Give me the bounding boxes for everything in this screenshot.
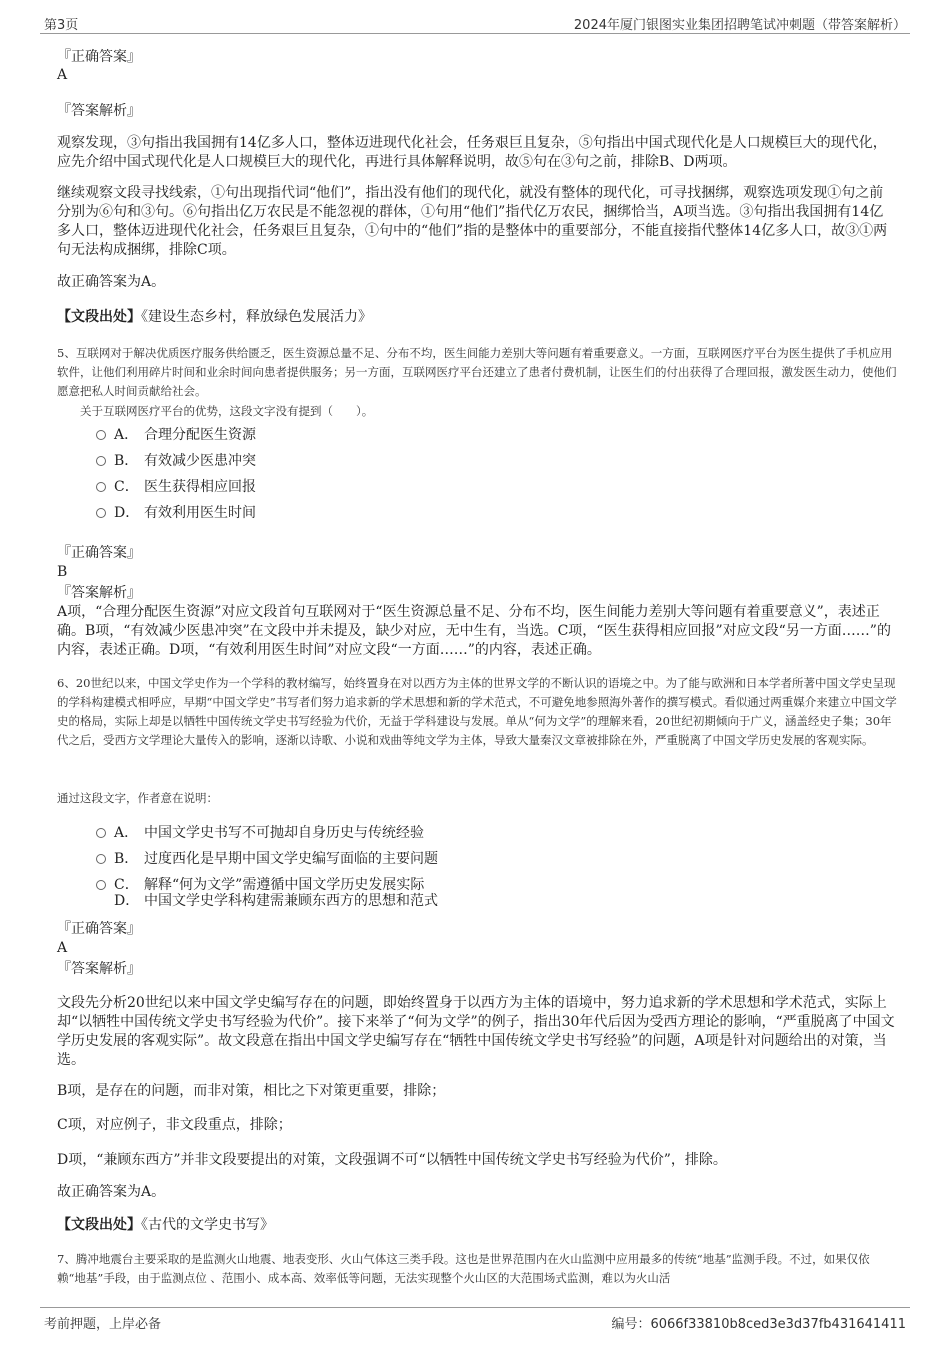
source-line xyxy=(57,1216,274,1235)
question-prompt: 通过这段文字，作者意在说明： xyxy=(57,791,218,805)
option-b[interactable]: B． 有效减少医患冲突 xyxy=(96,452,256,471)
radio-icon[interactable] xyxy=(96,854,106,864)
analysis-paragraph: D项，“兼顾东西方”并非文段要提出的对策，文段强调不可“以牺牲中国传统文学史书写经验为代价”，排除。 xyxy=(57,1152,727,1168)
footer-slogan: 考前押题，上岸必备 xyxy=(44,1317,162,1332)
option-d[interactable]: D． 中国文学史学科构建需兼顾东西方的思想和范式 xyxy=(114,893,438,909)
analysis-paragraph: 观察发现，③句指出我国拥有14亿多人口，整体迈进现代化社会，任务艰巨且复杂，⑤句指出中国式现代化是人口规模巨大的现代化，应先介绍中国式现代化是人口规模巨大的现代化，再进行具体解释说明，故⑤句在③句之前，排除B、D两项。 xyxy=(57,135,887,170)
radio-icon[interactable] xyxy=(96,456,106,466)
answer-value: A xyxy=(57,67,68,83)
answer-label: 『正确答案』 xyxy=(57,49,141,65)
radio-icon[interactable] xyxy=(96,430,106,440)
code-value: 6066f33810b8ced3e3d37fb431641411 xyxy=(650,1317,906,1332)
question-prompt: 关于互联网医疗平台的优势，这段文字没有提到（ ）。 xyxy=(80,404,374,418)
footer-divider xyxy=(40,1307,910,1308)
conclusion: 故正确答案为A。 xyxy=(57,1184,166,1200)
question-stem: 7、腾冲地震台主要采取的是监测火山地震、地表变形、火山气体这三类手段。这也是世界范围内在火山监测中应用最多的传统“地基”监测手段。不过，如果仅依赖“地基”手段，由于监测点位 、范围小、成本高、效率低等问题，无法实现整个火山区的大范围场式监测，难以为火山活 xyxy=(57,1252,870,1285)
option-c[interactable]: C． 医生获得相应回报 xyxy=(96,478,256,497)
source-label: 【文段出处】 xyxy=(57,1217,141,1233)
question-stem: 6、20世纪以来，中国文学史作为一个学科的教材编写，始终置身在对以西方为主体的世界文学的不断认识的语境之中。为了能与欧洲和日本学者所著中国文学史呈现的学科构建模式相呼应，早期“中国文学史”书写者们努力追求新的学术思想和新的学术范式，不可避免地参照海外著作的撰写模式。看似通过两重媒介来建立中国文学史的格局，实际上却是以牺牲中国传统文学史书写经验为代价，无益于学科建设与发展。单从“何为文学”的理解来看，20世纪初期倾向于广义，涵盖经史子集；30年代之后，受西方文学理论大量传入的影响，逐渐以诗歌、小说和戏曲等纯文学为主体，导致大量秦汉文章被排除在外，严重脱离了中国文学历史发展的客观实际。 xyxy=(57,676,897,747)
page-number: 第3页 xyxy=(44,18,79,33)
analysis-paragraph: 文段先分析20世纪以来中国文学史编写存在的问题，即始终置身于以西方为主体的语境中，努力追求新的学术思想和学术范式，实际上却“以牺牲中国传统文学史书写经验为代价”。接下来举了“何为文学”的例子，指出30年代后因为受西方理论的影响，“严重脱离了中国文学历史发展的客观实际”。故文段意在指出中国文学史编写存在“牺牲中国传统文学史书写经验”的问题，A项是针对问题给出的对策，当选。 xyxy=(57,995,895,1068)
code-label: 编号： xyxy=(611,1317,651,1332)
document-code xyxy=(611,1313,906,1332)
answer-label: 『正确答案』 xyxy=(57,545,141,561)
radio-icon[interactable] xyxy=(96,828,106,838)
answer-label: 『正确答案』 xyxy=(57,921,141,937)
document-title: 2024年厦门银图实业集团招聘笔试冲刺题（带答案解析） xyxy=(573,18,906,33)
analysis-paragraph: A项，“合理分配医生资源”对应文段首句互联网对于“医生资源总量不足、分布不均，医生间能力差别大等问题有着重要意义”，表述正确。B项，“有效减少医患冲突”在文段中并未提及，缺少对应，无中生有，当选。C项，“医生获得相应回报”对应文段“另一方面……”的内容，表述正确。D项，“有效利用医生时间”对应文段“一方面……”的内容，表述正确。 xyxy=(57,604,891,658)
option-a[interactable]: A． 合理分配医生资源 xyxy=(96,426,256,445)
answer-value: B xyxy=(57,564,68,580)
source-line xyxy=(57,308,372,327)
analysis-label: 『答案解析』 xyxy=(57,585,141,601)
analysis-paragraph: 继续观察文段寻找线索，①句出现指代词“他们”，指出没有他们的现代化，就没有整体的现代化，可寻找捆绑，观察选项发现①句之前分别为⑥句和③句。⑥句指出亿万农民是不能忽视的群体，①句用“他们”指代亿万农民，捆绑恰当，A项当选。③句指出我国拥有14亿多人口，整体迈进现代化社会，任务艰巨且复杂，①句中的“他们”指的是整体中的重要部分，不能直接指代整体14亿多人口，故③①两句无法构成捆绑，排除C项。 xyxy=(57,185,888,258)
answer-value: A xyxy=(57,940,68,956)
option-c[interactable]: C． 解释“何为文学”需遵循中国文学历史发展实际 xyxy=(96,876,424,895)
analysis-paragraph: B项，是存在的问题，而非对策，相比之下对策更重要，排除； xyxy=(57,1083,446,1099)
analysis-label: 『答案解析』 xyxy=(57,961,141,977)
source-title: 《建设生态乡村，释放绿色发展活力》 xyxy=(141,309,372,325)
radio-icon[interactable] xyxy=(96,508,106,518)
option-b[interactable]: B． 过度西化是早期中国文学史编写面临的主要问题 xyxy=(96,850,438,869)
conclusion: 故正确答案为A。 xyxy=(57,274,166,290)
option-a[interactable]: A． 中国文学史书写不可抛却自身历史与传统经验 xyxy=(96,824,424,843)
analysis-label: 『答案解析』 xyxy=(57,103,141,119)
radio-icon[interactable] xyxy=(96,880,106,890)
radio-icon[interactable] xyxy=(96,482,106,492)
question-stem: 5、互联网对于解决优质医疗服务供给匮乏，医生资源总量不足、分布不均，医生间能力差别大等问题有着重要意义。一方面，互联网医疗平台为医生提供了手机应用软件，让他们利用碎片时间和业余时间向患者提供服务；另一方面，互联网医疗平台还建立了患者付费机制，让医生们的付出获得了合理回报，激发医生动力，使他们愿意把私人时间贡献给社会。 xyxy=(57,346,897,398)
option-d[interactable]: D． 有效利用医生时间 xyxy=(96,504,256,523)
analysis-paragraph: C项，对应例子，非文段重点，排除； xyxy=(57,1117,292,1133)
header-divider xyxy=(40,33,910,34)
source-label: 【文段出处】 xyxy=(57,309,141,325)
source-title: 《古代的文学史书写》 xyxy=(141,1217,274,1233)
